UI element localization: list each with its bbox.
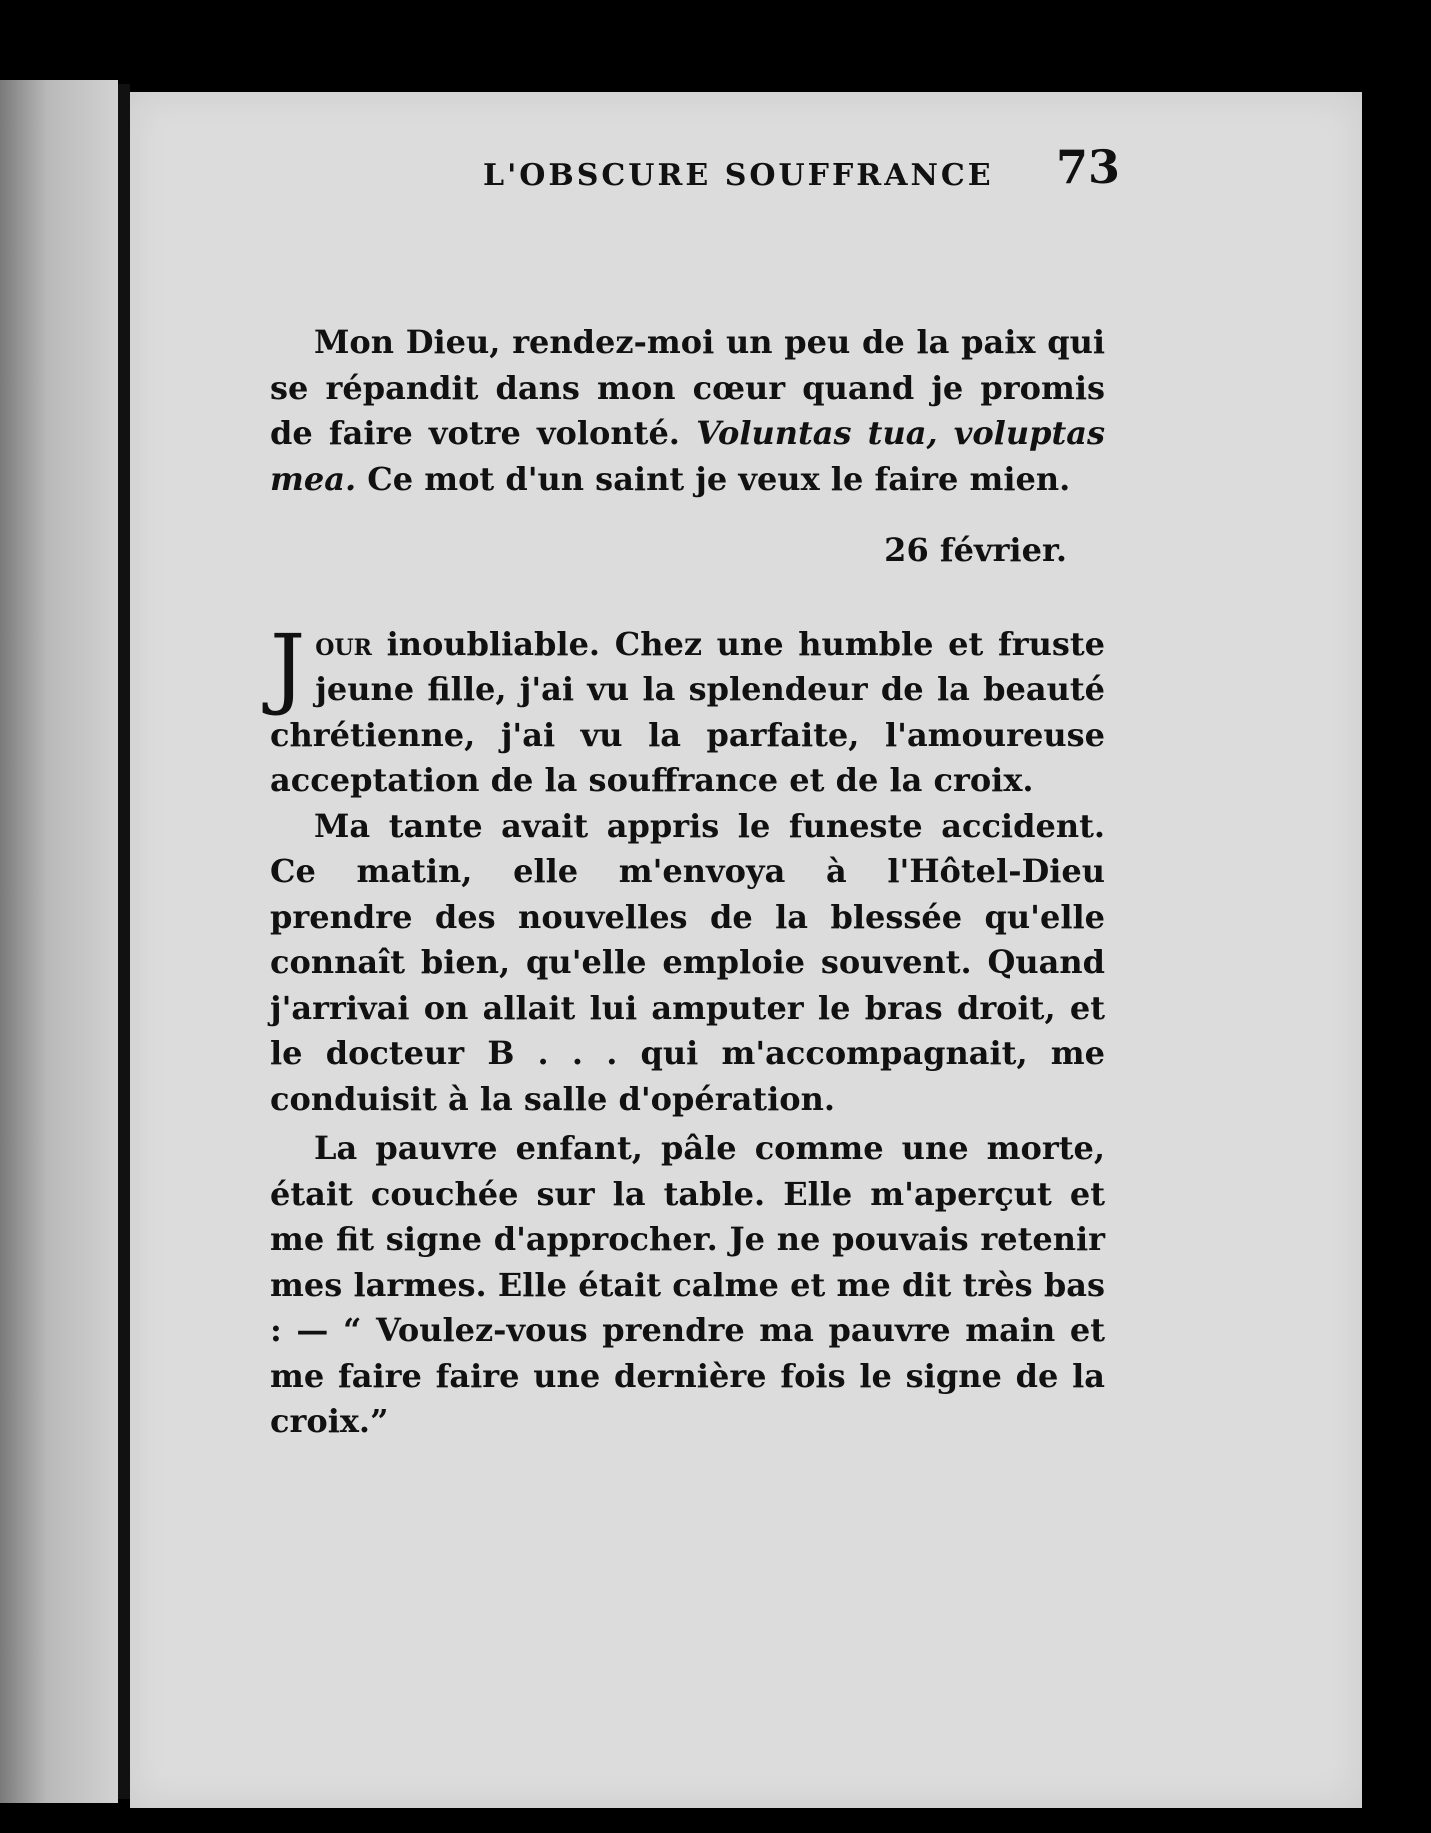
drop-cap: J: [270, 614, 306, 718]
facing-page-edge: [0, 80, 118, 1803]
book-gutter: [118, 84, 130, 1799]
paragraph-1-text-b: Ce mot d'un saint je veux le faire mien.: [356, 459, 1071, 498]
paragraph-2-text: inoubliable. Chez une humble et fruste jeune fille, j'ai vu la splendeur de la beauté chrétienne, j'ai vu la parfaite, l'amoureuse acceptation de la souffrance et de la croix.: [270, 624, 1105, 799]
page-header: [360, 140, 1120, 200]
running-title: L'OBSCURE SOUFFRANCE: [483, 158, 994, 193]
paragraph-3: Ma tante avait appris le funeste accident. Ce matin, elle m'envoya à l'Hôtel-Dieu prendre des nouvelles de la blessée qu'elle connaît bien, qu'elle emploie souvent. Quand j'arrivai on allait lui amputer le bras droit, et le docteur B . . . qui m'accompagnait, me conduisit à la salle d'opération.: [270, 806, 1105, 1118]
dateline: 26 février.: [884, 531, 1067, 569]
paragraph-4: La pauvre enfant, pâle comme une morte, était couchée sur la table. Elle m'aperçut et me fit signe d'approcher. Je ne pouvais retenir mes larmes. Elle était calme et me dit très bas : — “ Voulez-vous prendre ma pauvre main et me faire faire une dernière fois le signe de la croix.”: [270, 1129, 1105, 1440]
page-body: [270, 320, 1105, 1445]
page-number: 73: [1055, 140, 1120, 194]
paragraph-1: [270, 320, 1105, 502]
paragraph-2: [270, 614, 1105, 804]
latin-quote: Voluntas tua, voluptas mea.: [270, 414, 1106, 498]
opening-small-caps: our: [315, 624, 372, 663]
paragraph-1-text-a: Mon Dieu, rendez-moi un peu de la paix qui se répandit dans mon cœur quand je promis de faire votre volonté.: [270, 323, 1105, 452]
